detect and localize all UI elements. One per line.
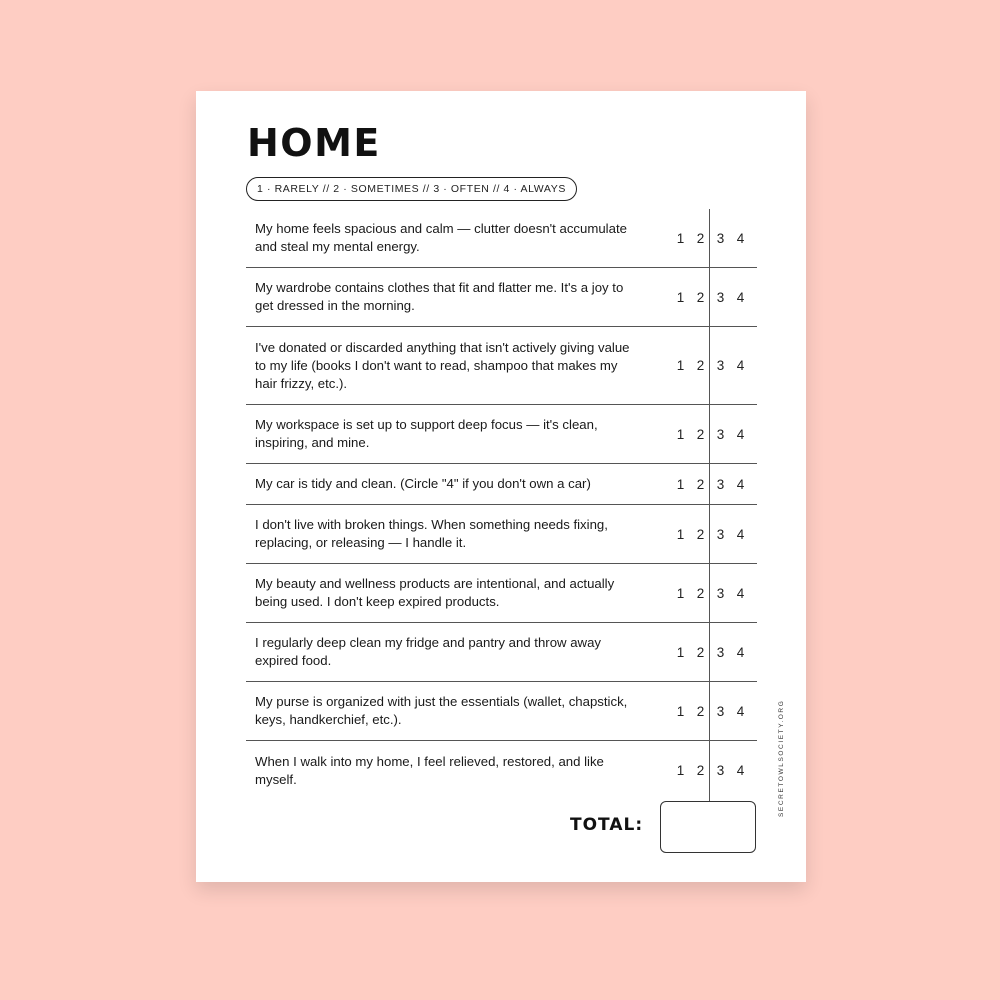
rating-2[interactable]: 2 <box>696 763 705 778</box>
rating-3[interactable]: 3 <box>716 644 725 660</box>
rating-3[interactable]: 3 <box>716 426 725 442</box>
rating-2[interactable]: 2 <box>696 358 705 373</box>
question-text: I regularly deep clean my fridge and pantry and throw away expired food. <box>255 635 601 668</box>
rating-1[interactable]: 1 <box>676 644 685 660</box>
rating-1[interactable]: 1 <box>676 289 685 305</box>
rating-4[interactable]: 4 <box>736 644 745 660</box>
question-text: My wardrobe contains clothes that fit and flatter me. It's a joy to get dressed in the morning. <box>255 280 624 313</box>
rating-4[interactable]: 4 <box>736 703 745 719</box>
rating-4[interactable]: 4 <box>736 526 745 542</box>
rating-options <box>660 704 746 719</box>
rating-options <box>660 527 746 542</box>
rating-4[interactable]: 4 <box>736 358 745 373</box>
rating-2[interactable]: 2 <box>696 585 705 601</box>
rating-2[interactable]: 2 <box>696 644 705 660</box>
rating-2[interactable]: 2 <box>696 230 705 246</box>
rating-4[interactable]: 4 <box>736 585 745 601</box>
rating-3[interactable]: 3 <box>716 763 725 778</box>
question-text: I've donated or discarded anything that isn't actively giving value to my life (books I don't want to read, shampoo that makes my hair frizzy, etc.). <box>255 339 630 391</box>
rating-options <box>660 586 746 601</box>
rating-1[interactable]: 1 <box>676 426 685 442</box>
rating-options <box>660 645 746 660</box>
question-text: When I walk into my home, I feel relieved, restored, and like myself. <box>255 753 604 787</box>
rating-options <box>660 427 746 442</box>
rating-3[interactable]: 3 <box>716 358 725 373</box>
rating-1[interactable]: 1 <box>676 358 685 373</box>
rating-3[interactable]: 3 <box>716 585 725 601</box>
rating-4[interactable]: 4 <box>736 476 745 492</box>
rating-2[interactable]: 2 <box>696 426 705 442</box>
rating-3[interactable]: 3 <box>716 476 725 492</box>
rating-3[interactable]: 3 <box>716 230 725 246</box>
question-row <box>246 564 757 623</box>
rating-2[interactable]: 2 <box>696 289 705 305</box>
website-watermark: SECRETOWLSOCIETY.ORG <box>778 699 785 817</box>
question-row <box>246 405 757 464</box>
worksheet-page <box>196 91 806 882</box>
total-input-box[interactable] <box>660 801 756 853</box>
rating-options <box>660 231 746 246</box>
question-text: My beauty and wellness products are intentional, and actually being used. I don't keep expired products. <box>255 576 615 609</box>
rating-2[interactable]: 2 <box>696 476 705 492</box>
rating-4[interactable]: 4 <box>736 763 745 778</box>
question-text: I don't live with broken things. When something needs fixing, replacing, or releasing — I handle it. <box>255 517 608 550</box>
rating-options <box>660 477 746 492</box>
rating-1[interactable]: 1 <box>676 230 685 246</box>
rating-1[interactable]: 1 <box>676 526 685 542</box>
rating-options <box>660 290 746 305</box>
rating-1[interactable]: 1 <box>676 476 685 492</box>
question-row <box>246 209 757 268</box>
question-row <box>246 464 757 505</box>
rating-2[interactable]: 2 <box>696 526 705 542</box>
question-text: My workspace is set up to support deep focus — it's clean, inspiring, and mine. <box>255 417 598 450</box>
rating-scale-legend: 1 · RARELY // 2 · SOMETIMES // 3 · OFTEN // 4 · ALWAYS <box>246 177 577 201</box>
question-text: My purse is organized with just the essentials (wallet, chapstick, keys, handkerchief, etc.). <box>255 694 628 727</box>
rating-options <box>660 358 746 373</box>
rating-4[interactable]: 4 <box>736 230 745 246</box>
question-row <box>246 623 757 682</box>
rating-1[interactable]: 1 <box>676 703 685 719</box>
page-title: HOME <box>247 121 381 165</box>
total-label: TOTAL: <box>570 815 644 835</box>
rating-2[interactable]: 2 <box>696 703 705 719</box>
question-text: My home feels spacious and calm — clutter doesn't accumulate and steal my mental energy. <box>255 221 627 254</box>
rating-3[interactable]: 3 <box>716 703 725 719</box>
rating-options <box>660 763 746 778</box>
rating-3[interactable]: 3 <box>716 289 725 305</box>
rating-1[interactable]: 1 <box>676 763 685 778</box>
rating-3[interactable]: 3 <box>716 526 725 542</box>
question-row <box>246 505 757 564</box>
questions-table <box>246 209 757 800</box>
rating-4[interactable]: 4 <box>736 289 745 305</box>
question-row <box>246 682 757 741</box>
rating-1[interactable]: 1 <box>676 585 685 601</box>
question-text: My car is tidy and clean. (Circle "4" if you don't own a car) <box>255 476 591 491</box>
rating-4[interactable]: 4 <box>736 426 745 442</box>
question-row <box>246 268 757 327</box>
column-divider <box>709 209 710 801</box>
question-row <box>246 741 757 800</box>
question-row <box>246 327 757 405</box>
